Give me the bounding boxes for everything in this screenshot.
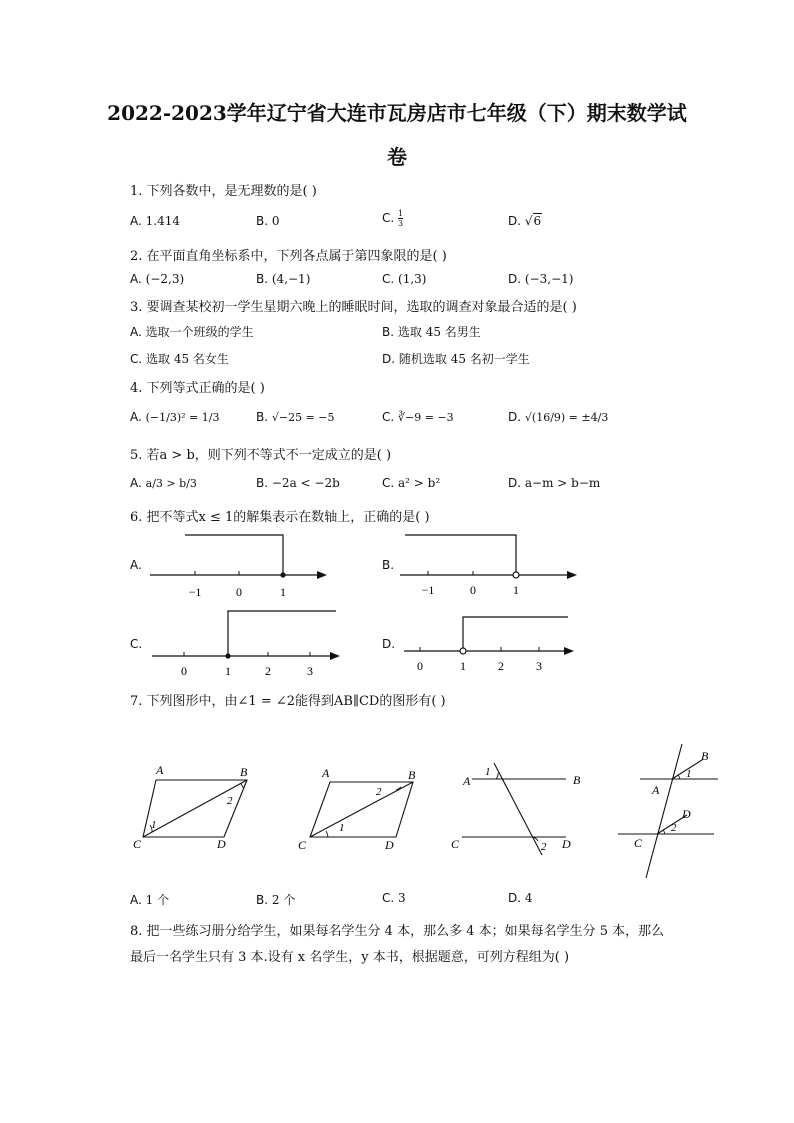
q6-number-line-b xyxy=(395,530,585,602)
point-label: C xyxy=(451,837,460,851)
q5-option-d: D. a−m > b−m xyxy=(508,476,601,490)
angle-label: 2 xyxy=(541,841,547,853)
q3-option-a: A. 选取一个班级的学生 xyxy=(130,325,254,339)
question-5-stem: 5. 若a > b，则下列不等式不一定成立的是( ) xyxy=(130,448,392,463)
q2-option-d: D. (−3,−1) xyxy=(508,272,574,286)
tick-label: 1 xyxy=(280,585,286,599)
angle-label: 2 xyxy=(376,786,382,798)
angle-label: 1 xyxy=(339,822,345,834)
q4-option-d: D. √(16/9) = ±4/3 xyxy=(508,410,609,424)
q4-option-b: B. √−25 = −5 xyxy=(256,410,335,424)
tick-label: 0 xyxy=(236,585,242,599)
question-6-stem: 6. 把不等式x ≤ 1的解集表示在数轴上，正确的是( ) xyxy=(130,510,430,525)
tick-label: 1 xyxy=(513,583,519,597)
tick-label: 1 xyxy=(460,659,466,673)
angle-label: 1 xyxy=(151,819,157,831)
point-label: A xyxy=(156,763,164,777)
angle-label: 1 xyxy=(686,768,692,780)
point-label: C xyxy=(133,837,142,851)
q6-option-a-label: A. xyxy=(130,558,142,572)
point-label: A xyxy=(322,766,330,780)
q7-option-c: C. 3 xyxy=(382,891,406,905)
document-title-line1: 2022-2023学年辽宁省大连市瓦房店市七年级（下）期末数学试 xyxy=(107,101,687,125)
q6-number-line-a xyxy=(145,530,335,602)
tick-label: 0 xyxy=(181,664,187,678)
tick-label: 3 xyxy=(536,659,542,673)
q4-option-a: A. (−1/3)² = 1/3 xyxy=(130,410,220,424)
question-8-stem-continued: 最后一名学生只有 3 本.设有 x 名学生，y 本书，根据题意，可列方程组为( ) xyxy=(130,950,570,965)
tick-label: 0 xyxy=(417,659,423,673)
q6-number-line-c xyxy=(148,605,348,680)
q5-option-a: A. a/3 > b/3 xyxy=(130,476,197,490)
q4-option-c: C. ∛−9 = −3 xyxy=(382,410,454,424)
tick-label: 1 xyxy=(225,664,231,678)
q5-option-c: C. a² > b² xyxy=(382,476,441,490)
point-label: D xyxy=(385,838,394,852)
question-2-stem: 2. 在平面直角坐标系中，下列各点属于第四象限的是( ) xyxy=(130,249,447,264)
q6-option-d-label: D. xyxy=(382,637,396,651)
q7-figure-4 xyxy=(610,740,730,880)
point-label: B xyxy=(240,765,248,779)
angle-label: 1 xyxy=(485,766,491,778)
point-label: C xyxy=(298,838,307,852)
q7-option-b: B. 2 个 xyxy=(256,893,296,907)
tick-label: 3 xyxy=(307,664,313,678)
point-label: D xyxy=(682,807,691,821)
point-label: A xyxy=(652,783,660,797)
q6-option-c-label: C. xyxy=(130,637,143,651)
q7-figure-1 xyxy=(128,760,268,855)
document-title-line2: 卷 xyxy=(387,145,407,169)
angle-label: 2 xyxy=(227,795,233,807)
question-7-stem: 7. 下列图形中，由∠1 = ∠2能得到AB∥CD的图形有( ) xyxy=(130,694,446,709)
tick-label: 2 xyxy=(498,659,504,673)
question-8-stem: 8. 把一些练习册分给学生，如果每名学生分 4 本，那么多 4 本；如果每名学生分 5 本，那么 xyxy=(130,924,665,939)
question-1-stem: 1. 下列各数中，是无理数的是( ) xyxy=(130,184,317,199)
question-4-stem: 4. 下列等式正确的是( ) xyxy=(130,381,265,396)
q7-figure-3 xyxy=(448,755,588,860)
q1-option-b: B. 0 xyxy=(256,214,280,228)
question-3-stem: 3. 要调查某校初一学生星期六晚上的睡眠时间，选取的调查对象最合适的是( ) xyxy=(130,300,577,315)
point-label: B xyxy=(701,749,709,763)
q3-option-b: B. 选取 45 名男生 xyxy=(382,325,481,339)
q2-option-b: B. (4,−1) xyxy=(256,272,311,286)
tick-label: 2 xyxy=(265,664,271,678)
q5-option-b: B. −2a < −2b xyxy=(256,476,340,490)
tick-label: −1 xyxy=(421,583,435,597)
q3-option-d: D. 随机选取 45 名初一学生 xyxy=(382,352,530,366)
point-label: B xyxy=(573,773,581,787)
tick-label: −1 xyxy=(188,585,202,599)
q2-option-a: A. (−2,3) xyxy=(130,272,185,286)
q1-option-c: C. $\frac{1}{3}$ xyxy=(382,209,404,228)
q6-option-b-label: B. xyxy=(382,558,395,572)
point-label: D xyxy=(217,837,226,851)
q1-option-d: D. √6 xyxy=(508,214,542,228)
q7-option-d: D. 4 xyxy=(508,891,533,905)
point-label: B xyxy=(408,768,416,782)
q2-option-c: C. (1,3) xyxy=(382,272,427,286)
q6-number-line-d xyxy=(400,612,590,674)
q7-figure-2 xyxy=(296,765,436,860)
point-label: C xyxy=(634,836,643,850)
q7-option-a: A. 1 个 xyxy=(130,893,170,907)
q1-option-a: A. 1.414 xyxy=(130,214,180,228)
angle-label: 2 xyxy=(671,822,677,834)
tick-label: 0 xyxy=(470,583,476,597)
q3-option-c: C. 选取 45 名女生 xyxy=(130,352,229,366)
point-label: D xyxy=(562,837,571,851)
point-label: A xyxy=(463,774,471,788)
